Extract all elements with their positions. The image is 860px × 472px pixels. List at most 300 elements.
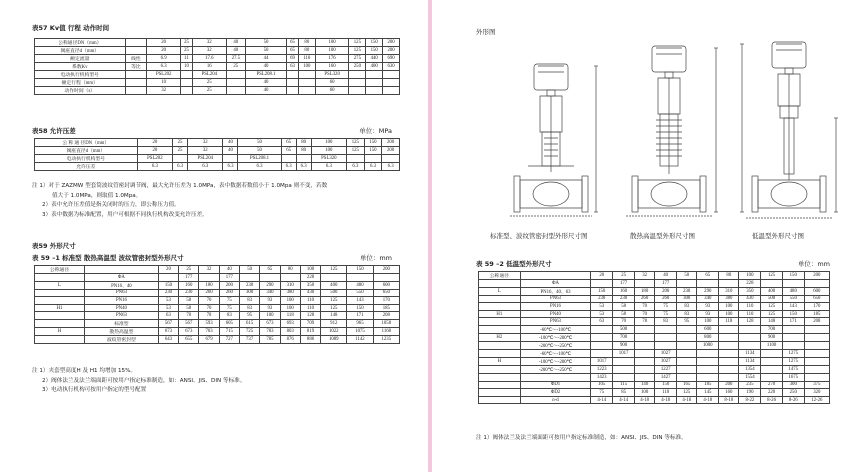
table-row <box>479 287 830 295</box>
table-cell <box>479 365 521 373</box>
table-cell: 785 <box>260 335 280 343</box>
table-cell: 电动执行机构型号 <box>35 155 138 163</box>
table-cell: 63 <box>158 312 178 320</box>
table-cell: 480 <box>782 287 804 295</box>
table-cell: 83 <box>219 312 239 320</box>
table59-2-title: 表 59 –2 低温型外形尺寸 <box>476 260 552 268</box>
table-cell: 93 <box>697 310 719 318</box>
table-cell <box>591 280 613 288</box>
right-page <box>432 0 860 472</box>
table-cell <box>635 280 655 288</box>
table-cell <box>479 381 521 389</box>
table-cell <box>804 373 829 381</box>
table-cell <box>287 71 299 79</box>
table-cell: 80 <box>298 39 315 47</box>
table-cell <box>349 71 366 79</box>
table-cell <box>260 274 280 282</box>
table-cell: 1227 <box>655 365 677 373</box>
table-cell: 208 <box>804 318 829 326</box>
table-cell: 567 <box>158 319 178 327</box>
table-cell: 6.3 <box>281 163 296 171</box>
note58-4: 3）表中数据为标准配置，用户可根据不同执行机构改变允许压差。 <box>42 211 208 218</box>
table-cell: PN40 <box>520 310 591 318</box>
table-cell <box>347 155 365 163</box>
table-cell <box>719 373 739 381</box>
table-cell: PSL320 <box>315 71 349 79</box>
table-cell <box>804 365 829 373</box>
table-cell <box>35 274 85 282</box>
note59-1: 注 1）夹套型高度H 及 H1 均增加 15%。 <box>32 368 136 374</box>
table-cell: 32 <box>192 39 226 47</box>
table-cell: L <box>35 281 85 289</box>
table-cell: 50 <box>245 47 286 55</box>
table-cell: 公 称 通 径DN（mm） <box>35 139 138 147</box>
table-cell: 228 <box>739 280 761 288</box>
table-cell: 1354 <box>739 365 761 373</box>
table-cell <box>281 155 296 163</box>
table-cell: 605 <box>219 319 239 327</box>
table-cell: 500 <box>321 289 347 297</box>
table-cell <box>35 297 85 305</box>
table-cell <box>479 389 521 397</box>
table-cell: 25 <box>192 87 226 95</box>
table-cell: 40 <box>245 63 286 71</box>
table-cell <box>719 280 739 288</box>
table-cell: 1017 <box>613 349 635 357</box>
table-cell <box>366 71 383 79</box>
table-cell: 310 <box>280 281 300 289</box>
table-cell: 1675 <box>782 373 804 381</box>
table-cell: 275 <box>349 55 366 63</box>
table-cell: 20 <box>591 272 613 280</box>
table-cell: 340 <box>260 289 280 297</box>
table58-title: 表58 允许压差 <box>32 127 76 135</box>
table-cell: 65 <box>287 47 299 55</box>
table-cell: 593 <box>199 319 219 327</box>
table-cell: 100 <box>280 304 300 312</box>
table-cell: 20 <box>137 139 172 147</box>
table-cell: 8-18 <box>719 396 739 404</box>
table-cell: 150 <box>347 304 373 312</box>
table-cell: 800 <box>697 333 719 341</box>
table-cell: 1475 <box>782 365 804 373</box>
table-cell <box>287 87 299 95</box>
table-cell: 550 <box>782 295 804 303</box>
table-cell: 200 <box>383 47 400 55</box>
table-cell: 260 <box>655 295 677 303</box>
table-cell: 40 <box>223 139 238 147</box>
table-cell: 630 <box>383 63 400 71</box>
table-cell: 110 <box>300 304 320 312</box>
table-cell: 125 <box>349 39 366 47</box>
table-cell: 230 <box>179 289 199 297</box>
table-cell <box>35 335 85 343</box>
table-cell: 160 <box>613 287 635 295</box>
outline-drawing-heading: 外形图 <box>476 28 496 36</box>
table-cell: 160 <box>315 63 349 71</box>
table-cell: 1134 <box>739 349 761 357</box>
table-cell: 125 <box>321 297 347 305</box>
table-cell <box>761 357 783 365</box>
table-cell: 876 <box>280 335 300 343</box>
table-cell <box>697 365 719 373</box>
table-cell: 320 <box>804 389 829 397</box>
table-cell <box>181 71 193 79</box>
table-cell: 150 <box>366 47 383 55</box>
table-cell: PSL202 <box>137 155 172 163</box>
table-row <box>479 333 830 341</box>
table-cell: 228 <box>300 274 320 282</box>
table-cell: 200 <box>719 381 739 389</box>
standard-valve-drawing <box>502 62 602 222</box>
table-cell: 185 <box>373 304 399 312</box>
table-cell <box>677 333 697 341</box>
table-cell: 340 <box>697 295 719 303</box>
table-row <box>35 47 400 55</box>
table-cell: 6.3 <box>188 163 223 171</box>
table-cell: 125 <box>347 139 365 147</box>
table-cell <box>181 79 193 87</box>
table-cell: 63 <box>287 63 299 71</box>
table-cell: 737 <box>239 335 259 343</box>
table-cell <box>677 365 697 373</box>
table-cell: PN63 <box>520 295 591 303</box>
table-cell: 115 <box>613 381 635 389</box>
table-cell <box>655 341 677 349</box>
table-cell <box>158 274 178 282</box>
table-row <box>35 155 400 163</box>
table-cell: 1058 <box>373 319 399 327</box>
table-cell: 110 <box>300 297 320 305</box>
table-cell <box>479 396 521 404</box>
table-cell: 128 <box>300 312 320 320</box>
table-cell: 480 <box>347 281 373 289</box>
table-row <box>35 274 400 282</box>
table-cell: 200 <box>804 272 829 280</box>
table-cell: PSL204 <box>192 71 226 79</box>
table-cell: ΦA <box>85 274 159 282</box>
table-cell: 600 <box>697 325 719 333</box>
table-cell: 等比 <box>125 63 147 71</box>
table-cell: H <box>35 327 85 335</box>
table-cell: 40 <box>226 39 245 47</box>
table-cell: 400 <box>761 287 783 295</box>
table-cell <box>613 373 635 381</box>
table-cell: 803 <box>280 327 300 335</box>
table-cell: 50 <box>677 272 697 280</box>
table-cell: 100 <box>315 39 349 47</box>
table-cell <box>125 71 147 79</box>
table-cell: 80 <box>296 147 311 155</box>
table-cell <box>226 79 245 87</box>
table-cell <box>719 341 739 349</box>
table-cell: 1142 <box>347 335 373 343</box>
table-cell: 260 <box>199 289 219 297</box>
table-cell: 100 <box>300 266 320 274</box>
table-cell: PSL202 <box>147 71 181 79</box>
table-cell: 150 <box>782 272 804 280</box>
table-cell: 673 <box>260 319 280 327</box>
table-cell: 600 <box>373 281 399 289</box>
table-cell: ΦA <box>520 280 591 288</box>
table-row <box>479 357 830 365</box>
table-cell <box>677 325 697 333</box>
table59-1-title: 表 59 –1 标准型 散热高温型 波纹管密封型外形尺寸 <box>32 254 184 262</box>
table59-2 <box>478 271 830 404</box>
table-cell: 65 <box>281 139 296 147</box>
table-row <box>479 365 830 373</box>
table-cell: 125 <box>761 272 783 280</box>
table-cell: 70 <box>613 318 635 326</box>
table-cell: H2 <box>479 333 521 341</box>
table-cell: 260 <box>635 295 655 303</box>
table-cell: 93 <box>697 303 719 311</box>
table-row <box>479 280 830 288</box>
table-cell <box>479 341 521 349</box>
table-cell <box>719 349 739 357</box>
table-cell: 150 <box>366 39 383 47</box>
table-cell: 150 <box>364 147 382 155</box>
table-cell <box>677 349 697 357</box>
table-cell <box>719 365 739 373</box>
table-cell: 95 <box>239 312 259 320</box>
table-cell: 260 <box>219 289 239 297</box>
table-cell <box>373 274 399 282</box>
table-cell: 693 <box>280 319 300 327</box>
table-cell: 40 <box>245 79 286 87</box>
table-cell: 615 <box>239 319 259 327</box>
table-cell <box>226 87 245 95</box>
cryogenic-valve-drawing <box>734 40 844 225</box>
table58 <box>34 138 400 171</box>
table-cell: 650 <box>373 289 399 297</box>
table-row <box>35 147 400 155</box>
table-cell <box>173 155 188 163</box>
table-cell: 6.9 <box>147 55 181 63</box>
table-cell: ΦD1 <box>520 381 591 389</box>
table-row <box>479 396 830 404</box>
table-cell: 148 <box>761 318 783 326</box>
table-cell: 6.3 <box>296 163 311 171</box>
table-cell: 阀座直径d（mm） <box>35 47 126 55</box>
table-cell <box>635 373 655 381</box>
table-row <box>479 318 830 326</box>
table-cell: 4-18 <box>655 396 677 404</box>
table-cell <box>804 357 829 365</box>
table-cell: 25 <box>226 63 245 71</box>
table-cell: 176 <box>315 55 349 63</box>
table-cell: -60℃～-100℃ <box>520 325 591 333</box>
table-cell: 208 <box>373 312 399 320</box>
table-cell: 105 <box>591 381 613 389</box>
table-cell: 171 <box>782 318 804 326</box>
table-cell <box>383 79 400 87</box>
table-cell <box>479 295 521 303</box>
table-cell: 143 <box>347 297 373 305</box>
table-cell <box>591 333 613 341</box>
table-cell: 4-18 <box>635 396 655 404</box>
table-cell: 70 <box>199 297 219 305</box>
table57 <box>34 38 400 95</box>
table-cell: 125 <box>321 304 347 312</box>
table-cell: 1275 <box>782 357 804 365</box>
table-cell: 100 <box>280 297 300 305</box>
table-cell: 400 <box>321 281 347 289</box>
table-cell: 4-14 <box>591 396 613 404</box>
table-cell: 125 <box>349 47 366 55</box>
table-cell: 1223 <box>591 365 613 373</box>
table-cell <box>298 71 315 79</box>
table-cell: 100 <box>311 147 346 155</box>
table-cell: H <box>479 357 521 365</box>
table-cell: 75 <box>219 297 239 305</box>
table-cell: 230 <box>239 281 259 289</box>
table-cell: 85 <box>613 389 635 397</box>
table-cell: 32 <box>192 47 226 55</box>
table-cell: 25 <box>181 47 193 55</box>
table-row <box>35 297 400 305</box>
table-row <box>35 79 400 87</box>
table-cell: 50 <box>239 266 259 274</box>
table-cell: 25 <box>173 139 188 147</box>
table-cell: 6.3 <box>311 163 346 171</box>
table-cell: 270 <box>761 381 783 389</box>
note59-2: 注 1）阀体法兰及法兰端面距可按用户指定标准制造，如：ANSI、JIS、DIN 等标准。 <box>476 435 687 441</box>
table-cell: 100 <box>739 272 761 280</box>
table-cell: 1089 <box>321 335 347 343</box>
table-cell: 75 <box>591 389 613 397</box>
table-cell: 700 <box>613 333 635 341</box>
table-cell <box>383 87 400 95</box>
table-cell: 65 <box>281 147 296 155</box>
table-cell <box>382 155 400 163</box>
table-cell: 50 <box>238 139 281 147</box>
table-cell: 100 <box>635 389 655 397</box>
table-cell: 53 <box>591 310 613 318</box>
table-cell: 4-18 <box>697 396 719 404</box>
table-cell: 725 <box>239 327 259 335</box>
table-cell: PN16、40、63 <box>520 287 591 295</box>
table-cell <box>479 373 521 381</box>
table-cell: 8-26 <box>782 396 804 404</box>
table-row <box>35 335 400 343</box>
table-cell <box>591 349 613 357</box>
table-cell: 58 <box>179 297 199 305</box>
table-cell <box>804 349 829 357</box>
table-cell: 170 <box>804 303 829 311</box>
table-cell <box>739 325 761 333</box>
caption-cryogenic: 低温型外形尺寸图 <box>752 232 804 240</box>
table-cell: 6.3 <box>173 163 188 171</box>
table-cell <box>697 280 719 288</box>
table-cell <box>761 365 783 373</box>
table-cell: 655 <box>179 335 199 343</box>
table-cell: 80 <box>298 47 315 55</box>
table-cell: 100 <box>719 310 739 318</box>
table-cell: 1027 <box>655 349 677 357</box>
table-cell <box>804 341 829 349</box>
table-cell: 700 <box>761 325 783 333</box>
table-cell <box>677 357 697 365</box>
table-cell <box>635 333 655 341</box>
table-cell: 727 <box>219 335 239 343</box>
table-cell <box>804 280 829 288</box>
table-cell <box>635 357 655 365</box>
table-cell <box>697 357 719 365</box>
table-cell <box>125 79 147 87</box>
table-cell: 32 <box>199 266 219 274</box>
table-cell: PN63 <box>520 318 591 326</box>
table-cell: 80 <box>280 266 300 274</box>
table-cell <box>613 357 635 365</box>
table-cell: 78 <box>199 312 219 320</box>
table-cell: 110 <box>739 303 761 311</box>
table-cell <box>347 274 373 282</box>
note58-2: 值大于 1.0MPa，则取值 1.0Mpa。 <box>52 192 142 199</box>
table-cell: 900 <box>613 341 635 349</box>
table-cell <box>479 280 521 288</box>
table-cell: -200℃～-250℃ <box>520 365 591 373</box>
table-cell: 643 <box>158 335 178 343</box>
table-cell: 100 <box>298 63 315 71</box>
table-cell: 40 <box>223 147 238 155</box>
table-cell: 100 <box>260 312 280 320</box>
table-cell: 1427 <box>655 373 677 381</box>
table-cell <box>697 349 719 357</box>
table-cell: 44 <box>245 55 286 63</box>
table-cell: 1275 <box>782 349 804 357</box>
table-cell <box>366 79 383 87</box>
table-cell <box>635 325 655 333</box>
table-cell: 1100 <box>761 341 783 349</box>
table-cell: 125 <box>677 389 697 397</box>
table-row <box>35 139 400 147</box>
table-cell: 673 <box>158 327 178 335</box>
table-row <box>35 55 400 63</box>
table-cell: 177 <box>219 274 239 282</box>
table-row <box>479 295 830 303</box>
table-cell: 1423 <box>591 373 613 381</box>
table-cell: 70 <box>635 310 655 318</box>
table-cell: 250 <box>782 389 804 397</box>
table-cell: 83 <box>677 303 697 311</box>
table-cell: PN40 <box>85 304 159 312</box>
table-cell: 250 <box>349 63 366 71</box>
table-cell: PN63 <box>85 312 159 320</box>
table-cell: 20 <box>158 266 178 274</box>
table-cell: 6.3 <box>238 163 281 171</box>
table-cell: H1 <box>479 310 521 318</box>
table-cell: 83 <box>677 310 697 318</box>
table-row <box>35 327 400 335</box>
table-cell: -60℃～-100℃ <box>520 349 591 357</box>
table-cell: 65 <box>287 39 299 47</box>
table-cell: n-d <box>520 396 591 404</box>
table-cell: 100 <box>719 303 739 311</box>
table-cell: PSL208.1 <box>238 155 281 163</box>
table-cell: 63 <box>591 318 613 326</box>
table-cell: 118 <box>719 318 739 326</box>
table-row <box>479 349 830 357</box>
table-cell: 25 <box>181 39 193 47</box>
table-cell: 40 <box>655 272 677 280</box>
table-cell: 20 <box>147 39 181 47</box>
table-cell <box>739 341 761 349</box>
table-cell: 150 <box>591 287 613 295</box>
table-cell: 58 <box>179 304 199 312</box>
table59-1-unit: 单位：mm <box>359 254 392 262</box>
table-cell: 25 <box>179 266 199 274</box>
